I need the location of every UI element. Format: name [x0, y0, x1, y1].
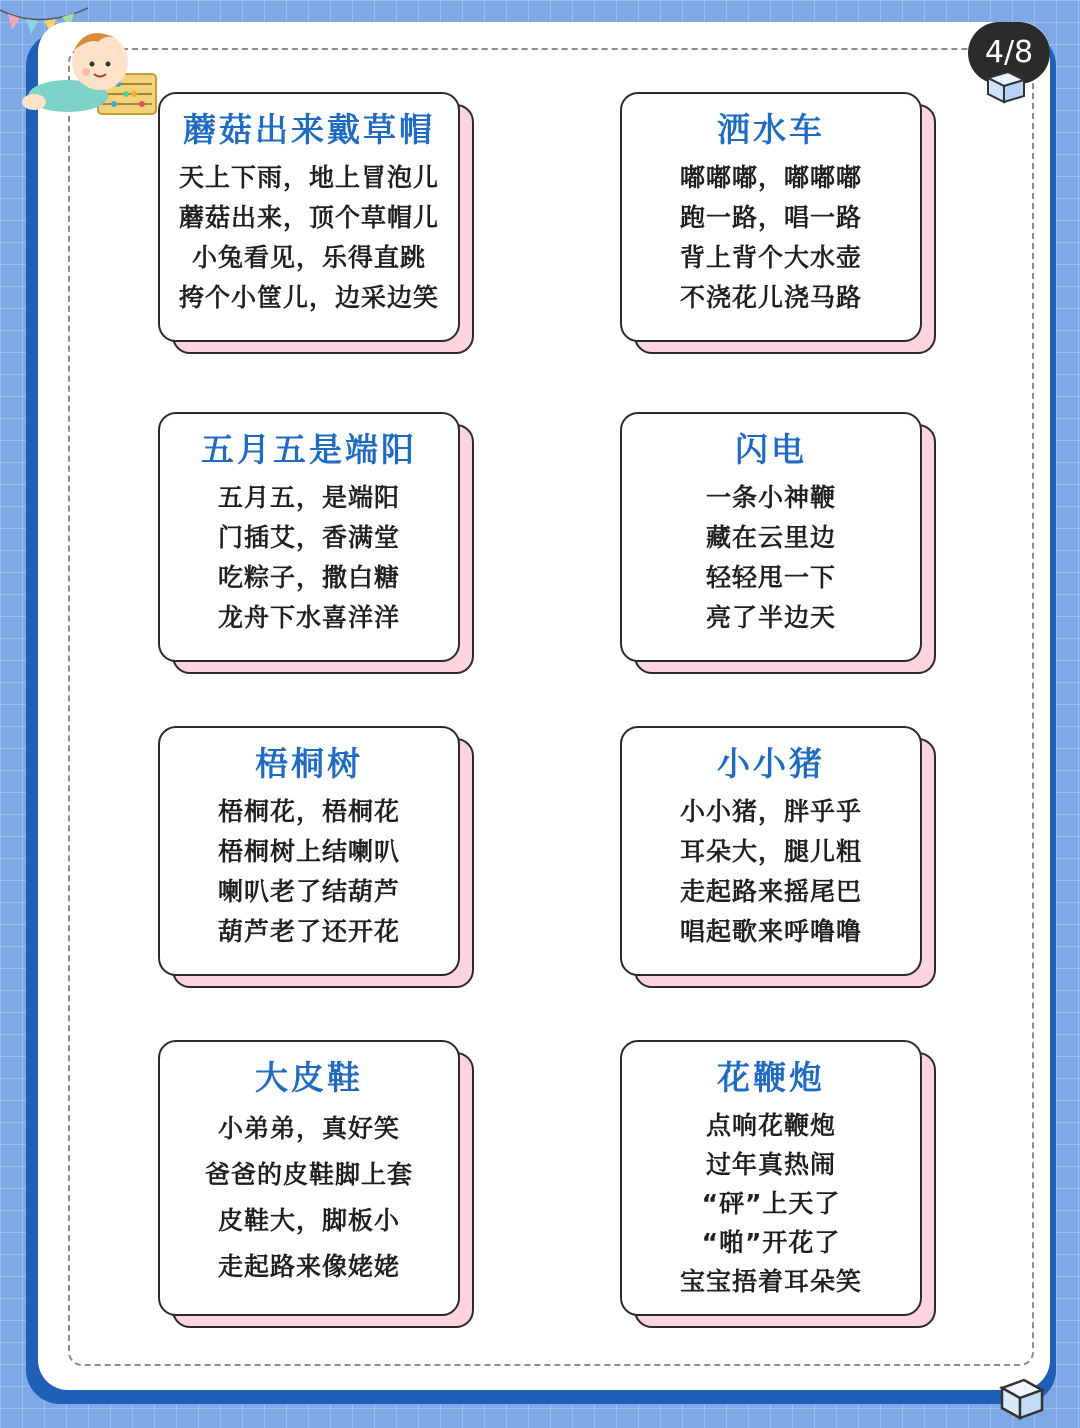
rhyme-card-sprinkler — [620, 92, 922, 342]
card-title: 闪电 — [735, 430, 807, 469]
page-counter: 4/8 — [968, 22, 1050, 84]
card-line: 耳朵大，腿儿粗 — [679, 837, 862, 866]
rhyme-card-lightning — [620, 412, 922, 662]
card-title: 花鞭炮 — [717, 1058, 825, 1097]
card-line: 喇叭老了结葫芦 — [217, 877, 400, 906]
cube-icon — [996, 1374, 1048, 1422]
card-line: 藏在云里边 — [705, 523, 836, 552]
card-title: 大皮鞋 — [255, 1058, 363, 1097]
rhyme-card-big-shoes — [158, 1040, 460, 1316]
card-line: 小弟弟，真好笑 — [217, 1114, 400, 1143]
rhyme-card-mushroom — [158, 92, 460, 342]
card-line: “砰”上天了 — [701, 1189, 841, 1218]
card-title: 小小猪 — [717, 744, 825, 783]
card-line: 梧桐花，梧桐花 — [217, 797, 400, 826]
card-line: 嘟嘟嘟，嘟嘟嘟 — [679, 163, 862, 192]
rhyme-card-wutong — [158, 726, 460, 976]
card-line: 走起路来摇尾巴 — [679, 877, 862, 906]
card-line: 蘑菇出来，顶个草帽儿 — [178, 203, 439, 232]
card-line: 唱起歌来呼噜噜 — [679, 917, 862, 946]
rhyme-card-duanyang — [158, 412, 460, 662]
baby-with-abacus-icon — [6, 4, 166, 124]
card-line: 天上下雨，地上冒泡儿 — [178, 163, 439, 192]
card-line: 走起路来像姥姥 — [217, 1252, 400, 1281]
rhyme-card-piglet — [620, 726, 922, 976]
card-title: 蘑菇出来戴草帽 — [183, 110, 435, 149]
card-line: 跑一路，唱一路 — [679, 203, 862, 232]
card-line: 宝宝捂着耳朵笑 — [679, 1267, 862, 1296]
card-line: 挎个小筐儿，边采边笑 — [178, 283, 439, 312]
card-title: 梧桐树 — [255, 744, 363, 783]
card-line: 皮鞋大，脚板小 — [217, 1206, 400, 1235]
card-title: 洒水车 — [717, 110, 825, 149]
card-line: 背上背个大水壶 — [679, 243, 862, 272]
card-line: 不浇花儿浇马路 — [679, 283, 862, 312]
card-line: 爸爸的皮鞋脚上套 — [204, 1160, 413, 1189]
card-line: 门插艾，香满堂 — [217, 523, 400, 552]
card-line: 龙舟下水喜洋洋 — [217, 603, 400, 632]
rhyme-card-firecrackers — [620, 1040, 922, 1316]
card-title: 五月五是端阳 — [201, 430, 417, 469]
card-line: 五月五，是端阳 — [217, 483, 400, 512]
cube-icon — [982, 66, 1028, 106]
card-line: 吃粽子，撒白糖 — [217, 563, 400, 592]
card-line: 梧桐树上结喇叭 — [217, 837, 400, 866]
card-line: 点响花鞭炮 — [705, 1111, 836, 1140]
card-line: 葫芦老了还开花 — [217, 917, 400, 946]
card-line: 小兔看见，乐得直跳 — [191, 243, 426, 272]
card-line: 亮了半边天 — [705, 603, 836, 632]
card-line: “啪”开花了 — [701, 1228, 841, 1257]
card-line: 过年真热闹 — [705, 1150, 836, 1179]
card-line: 轻轻甩一下 — [705, 563, 836, 592]
card-line: 小小猪，胖乎乎 — [679, 797, 862, 826]
card-line: 一条小神鞭 — [705, 483, 836, 512]
